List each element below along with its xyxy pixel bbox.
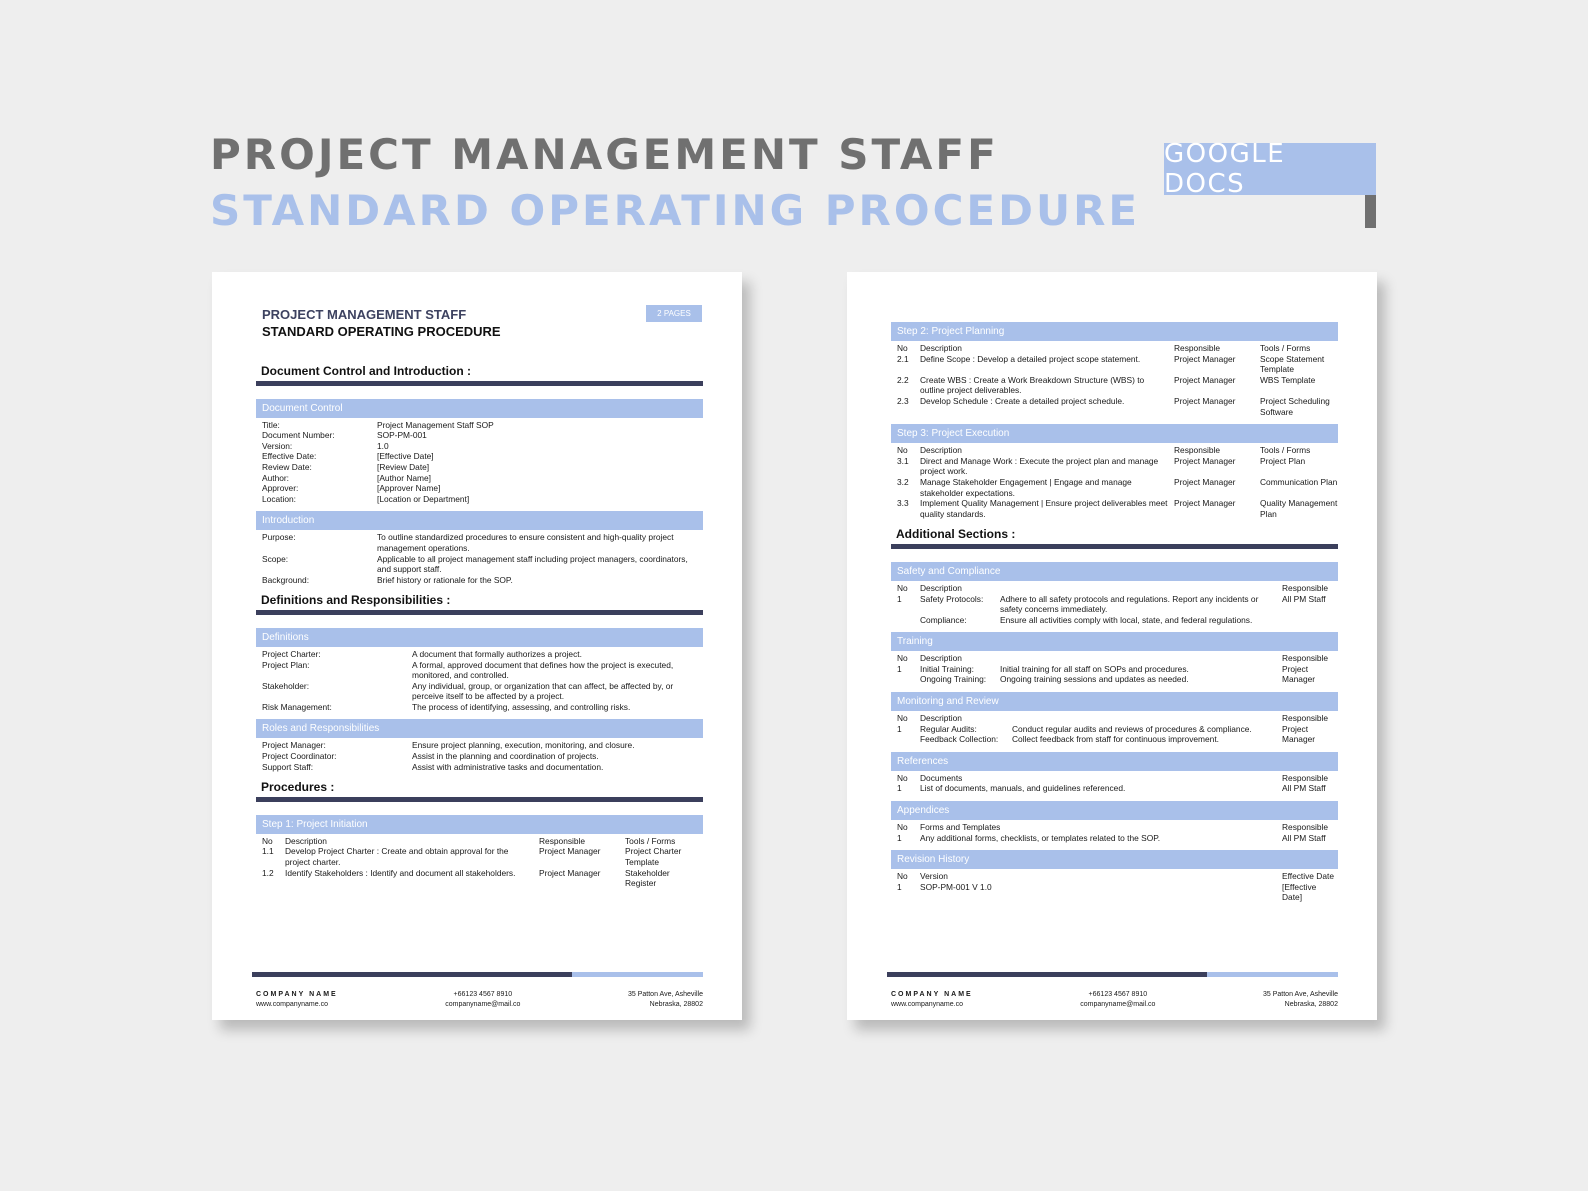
- info-value: Project Management Staff SOP: [377, 419, 494, 430]
- table-row: [891, 615, 1338, 626]
- page2-content: [891, 322, 1338, 910]
- info-label: Project Manager:: [262, 740, 326, 751]
- table-row: [891, 354, 1338, 375]
- company-address-line1: 35 Patton Ave, Asheville: [628, 991, 703, 998]
- block-title: Monitoring and Review: [891, 692, 1338, 711]
- info-label: Project Plan:: [262, 659, 310, 670]
- roles-block: [256, 719, 703, 772]
- col-description-header: Version: [920, 871, 948, 882]
- step-number: 1.1: [262, 846, 274, 857]
- step-responsible: Project Manager: [539, 846, 601, 857]
- col-responsible-header: Responsible: [1174, 445, 1221, 456]
- footer: [891, 990, 1338, 1010]
- info-value: To outline standardized procedures to ensure consistent and high-quality project management operations.: [377, 532, 674, 553]
- introduction-block: [256, 511, 703, 585]
- info-value: [Approver Name]: [377, 483, 441, 494]
- table-row: [891, 724, 1338, 735]
- company-address-line2: Nebraska, 28802: [1284, 1001, 1338, 1008]
- col-no-header: No: [897, 445, 908, 456]
- info-row: [256, 554, 703, 575]
- row-number: [897, 734, 920, 745]
- doc-title-line1: PROJECT MANAGEMENT STAFF: [262, 307, 467, 322]
- col-description-header: Description: [920, 343, 962, 353]
- row-label: Safety Protocols:: [920, 593, 984, 604]
- section-rule: [256, 381, 703, 386]
- block-title: Appendices: [891, 801, 1338, 820]
- table-header-row: [891, 445, 1338, 456]
- row-text: List of documents, manuals, and guidelines referenced.: [920, 783, 1126, 794]
- step-tools: Communication Plan: [1260, 476, 1338, 487]
- col-tools-header: Tools / Forms: [1260, 343, 1311, 353]
- info-value: SOP-PM-001: [377, 430, 427, 441]
- info-value: A document that formally authorizes a project.: [412, 648, 582, 659]
- row-number: 1: [897, 593, 902, 604]
- table-header-row: [891, 773, 1338, 784]
- info-label: Project Coordinator:: [262, 751, 337, 762]
- col-no-header: No: [897, 871, 908, 882]
- info-row: [256, 575, 703, 586]
- header-title-line2: STANDARD OPERATING PROCEDURE: [210, 186, 1141, 235]
- table-header-row: [891, 343, 1338, 354]
- row-text: Conduct regular audits and reviews of procedures & compliance.: [1012, 723, 1252, 734]
- table-row: [891, 882, 1338, 903]
- info-label: Effective Date:: [262, 451, 317, 462]
- company-website: www.companyname.co: [891, 1001, 963, 1008]
- info-row: [256, 441, 703, 452]
- appendices-block: [891, 801, 1338, 843]
- info-label: Title:: [262, 419, 280, 430]
- info-value: [Author Name]: [377, 472, 431, 483]
- doc-title-line2: STANDARD OPERATING PROCEDURE: [262, 324, 501, 339]
- col-no-header: No: [897, 582, 908, 593]
- document-page-1: [212, 272, 742, 1020]
- info-row: [256, 494, 703, 505]
- info-label: Review Date:: [262, 461, 312, 472]
- table-header-row: [891, 871, 1338, 882]
- company-phone: +66123 4567 8910: [1088, 991, 1148, 998]
- col-responsible-header: Responsible: [1282, 713, 1329, 724]
- table-row: [256, 868, 703, 889]
- info-row: [256, 462, 703, 473]
- info-label: Approver:: [262, 483, 299, 494]
- section-rule: [256, 610, 703, 615]
- references-block: [891, 752, 1338, 794]
- info-label: Document Number:: [262, 430, 335, 441]
- row-label: Compliance:: [920, 614, 967, 625]
- step3-block: [891, 424, 1338, 519]
- info-row: [256, 451, 703, 462]
- company-email: companyname@mail.co: [445, 1001, 521, 1008]
- page1-content: [256, 366, 703, 896]
- step-number: 2.2: [897, 374, 909, 385]
- row-label: Feedback Collection:: [920, 734, 999, 745]
- footer: [256, 990, 703, 1010]
- info-label: Version:: [262, 440, 293, 451]
- info-label: Support Staff:: [262, 761, 314, 772]
- col-description-header: Description: [920, 582, 962, 593]
- row-text: Ensure all activities comply with local, state, and federal regulations.: [1000, 614, 1253, 625]
- row-text: SOP-PM-001 V 1.0: [920, 881, 992, 892]
- info-row: [256, 649, 703, 660]
- col-responsible-header: Responsible: [1282, 653, 1329, 664]
- row-number: 1: [897, 783, 902, 794]
- row-responsible: All PM Staff: [1282, 832, 1326, 843]
- row-responsible: [Effective Date]: [1282, 881, 1317, 903]
- company-website: www.companyname.co: [256, 1001, 328, 1008]
- step-number: 3.3: [897, 498, 909, 509]
- block-title: Step 2: Project Planning: [891, 322, 1338, 341]
- step-responsible: Project Manager: [1174, 353, 1236, 364]
- col-description-header: Description: [920, 653, 962, 664]
- monitoring-block: [891, 692, 1338, 745]
- definitions-block: [256, 628, 703, 713]
- step-number: 1.2: [262, 867, 274, 878]
- step1-block: [256, 815, 703, 889]
- row-responsible: Project: [1282, 663, 1309, 674]
- step-responsible: Project Manager: [539, 867, 601, 878]
- row-responsible: All PM Staff: [1282, 593, 1326, 604]
- col-no-header: No: [897, 653, 908, 664]
- block-title: Document Control: [256, 399, 703, 418]
- training-block: [891, 632, 1338, 685]
- col-no-header: No: [897, 772, 908, 783]
- col-description-header: Description: [920, 713, 962, 724]
- info-label: Location:: [262, 493, 296, 504]
- step-description: Define Scope : Develop a detailed project scope statement.: [920, 353, 1141, 364]
- table-header-row: [891, 822, 1338, 833]
- info-value: The process of identifying, assessing, and controlling risks.: [412, 701, 631, 712]
- row-text: Ongoing training sessions and updates as needed.: [1000, 674, 1189, 685]
- info-label: Stakeholder:: [262, 680, 310, 691]
- info-row: [256, 430, 703, 441]
- info-row: [256, 483, 703, 494]
- block-title: Definitions: [256, 628, 703, 647]
- table-row: [891, 594, 1338, 615]
- info-value: 1.0: [377, 440, 389, 451]
- info-row: [256, 702, 703, 713]
- info-value: Brief history or rationale for the SOP.: [377, 574, 513, 585]
- info-value: [Location or Department]: [377, 493, 470, 504]
- row-number: [897, 615, 920, 626]
- info-label: Author:: [262, 472, 290, 483]
- info-value: Ensure project planning, execution, monitoring, and closure.: [412, 740, 635, 751]
- table-header-row: [891, 583, 1338, 594]
- info-row: [256, 532, 703, 553]
- step-responsible: Project Manager: [1174, 498, 1236, 509]
- table-row: [891, 498, 1338, 519]
- table-header-row: [891, 653, 1338, 664]
- col-no-header: No: [897, 822, 908, 833]
- section-rule: [891, 544, 1338, 549]
- table-row: [256, 846, 703, 867]
- doc-title: [262, 306, 501, 340]
- row-responsible: Manager: [1282, 674, 1316, 685]
- block-title: Step 3: Project Execution: [891, 424, 1338, 443]
- badge-tab: [1365, 195, 1376, 228]
- table-row: [891, 456, 1338, 477]
- company-address-line2: Nebraska, 28802: [649, 1001, 703, 1008]
- google-docs-badge: GOOGLE DOCS: [1164, 143, 1376, 195]
- step-description: Direct and Manage Work : Execute the project plan and manage project work.: [920, 455, 1159, 477]
- table-row: [891, 783, 1338, 794]
- block-title: Training: [891, 632, 1338, 651]
- step-description: Create WBS : Create a Work Breakdown Structure (WBS) to outline project deliverables.: [920, 374, 1145, 396]
- row-text: Any additional forms, checklists, or templates related to the SOP.: [920, 832, 1161, 843]
- info-row: [256, 660, 703, 681]
- step-tools: Project Plan: [1260, 455, 1306, 466]
- step-responsible: Project Manager: [1174, 395, 1236, 406]
- block-title: Safety and Compliance: [891, 562, 1338, 581]
- row-number: 1: [897, 881, 902, 892]
- block-title: Introduction: [256, 511, 703, 530]
- block-title: Revision History: [891, 850, 1338, 869]
- step-description: Manage Stakeholder Engagement | Engage and manage stakeholder expectations.: [920, 476, 1132, 498]
- info-value: Applicable to all project management staff including project managers, coordinators, and support staff.: [377, 553, 688, 575]
- info-value: Any individual, group, or organization that can affect, be affected by, or perceive itself to be affected by a project.: [412, 680, 674, 702]
- col-description-header: Documents: [920, 772, 963, 783]
- col-description-header: Description: [285, 835, 327, 846]
- header-title-line1: PROJECT MANAGEMENT STAFF: [210, 130, 999, 179]
- block-title: Roles and Responsibilities: [256, 719, 703, 738]
- step-responsible: Project Manager: [1174, 455, 1236, 466]
- info-value: Assist in the planning and coordination of projects.: [412, 751, 599, 762]
- col-no-header: No: [262, 835, 273, 846]
- row-responsible: Manager: [1282, 734, 1316, 745]
- info-value: [Effective Date]: [377, 451, 434, 462]
- col-tools-header: Tools / Forms: [1260, 445, 1311, 456]
- table-row: [891, 664, 1338, 675]
- step-tools: Quality Management Plan: [1260, 498, 1338, 519]
- row-text: Adhere to all safety protocols and regulations. Report any incidents or safety concerns immediately.: [1000, 593, 1259, 615]
- revision-block: [891, 850, 1338, 903]
- row-number: 1: [897, 723, 902, 734]
- info-value: Assist with administrative tasks and documentation.: [412, 761, 604, 772]
- block-title: References: [891, 752, 1338, 771]
- footer-bars: [887, 972, 1338, 977]
- row-responsible: [1282, 615, 1338, 626]
- col-responsible-header: Responsible: [1282, 582, 1329, 593]
- row-label: Regular Audits:: [920, 723, 977, 734]
- col-no-header: No: [897, 343, 908, 353]
- section-heading: Definitions and Responsibilities :: [261, 593, 451, 608]
- col-responsible-header: Responsible: [1282, 822, 1329, 833]
- row-responsible: All PM Staff: [1282, 783, 1326, 794]
- step-number: 2.3: [897, 395, 909, 406]
- row-responsible: Project: [1282, 723, 1309, 734]
- company-phone: +66123 4567 8910: [453, 991, 513, 998]
- step-description: Develop Project Charter : Create and obtain approval for the project charter.: [285, 846, 509, 868]
- info-row: [256, 681, 703, 702]
- info-label: Project Charter:: [262, 648, 321, 659]
- row-number: 1: [897, 663, 902, 674]
- row-text: Collect feedback from staff for continuous improvement.: [1012, 734, 1219, 745]
- company-address-line1: 35 Patton Ave, Asheville: [1263, 991, 1338, 998]
- section-heading: Additional Sections :: [896, 527, 1016, 542]
- step-description: Identify Stakeholders : Identify and document all stakeholders.: [285, 867, 516, 878]
- step-responsible: Project Manager: [1174, 476, 1236, 487]
- pages-badge: 2 PAGES: [646, 305, 702, 322]
- row-number: [897, 674, 920, 685]
- col-description-header: Forms and Templates: [920, 822, 1001, 833]
- info-label: Purpose:: [262, 532, 296, 543]
- company-email: companyname@mail.co: [1080, 1001, 1156, 1008]
- step-number: 3.1: [897, 455, 909, 466]
- info-row: [256, 473, 703, 484]
- col-responsible-header: Effective Date: [1282, 871, 1334, 882]
- row-label: Initial Training:: [920, 663, 974, 674]
- table-row: [891, 674, 1338, 685]
- footer-bars: [252, 972, 703, 977]
- table-row: [891, 477, 1338, 498]
- info-label: Scope:: [262, 553, 289, 564]
- col-responsible-header: Responsible: [1282, 772, 1329, 783]
- step-responsible: Project Manager: [1174, 374, 1236, 385]
- step-tools: Scope Statement Template: [1260, 353, 1325, 375]
- info-row: [256, 740, 703, 751]
- company-name: COMPANY NAME: [891, 991, 973, 998]
- section-heading: Document Control and Introduction :: [261, 364, 471, 378]
- info-row: [256, 762, 703, 773]
- document-page-2: [847, 272, 1377, 1020]
- info-row: [256, 420, 703, 431]
- info-value: [Review Date]: [377, 461, 430, 472]
- row-number: 1: [897, 832, 902, 843]
- step-number: 3.2: [897, 476, 909, 487]
- step-tools: Project Charter Template: [625, 846, 682, 868]
- info-row: [256, 751, 703, 762]
- step-number: 2.1: [897, 353, 909, 364]
- row-label: Ongoing Training:: [920, 674, 987, 685]
- step2-block: [891, 322, 1338, 417]
- table-row: [891, 833, 1338, 844]
- step-tools: WBS Template: [1260, 374, 1316, 385]
- step-tools: Stakeholder Register: [625, 867, 670, 889]
- company-name: COMPANY NAME: [256, 991, 338, 998]
- col-description-header: Description: [920, 445, 962, 456]
- table-row: [891, 375, 1338, 396]
- step-tools: Project Scheduling Software: [1260, 395, 1330, 417]
- table-header-row: [891, 713, 1338, 724]
- col-tools-header: Tools / Forms: [625, 835, 676, 846]
- block-title: Step 1: Project Initiation: [256, 815, 703, 834]
- row-text: Initial training for all staff on SOPs and procedures.: [1000, 663, 1189, 674]
- col-responsible-header: Responsible: [539, 835, 586, 846]
- table-row: [891, 734, 1338, 745]
- step-description: Implement Quality Management | Ensure project deliverables meet quality standards.: [920, 498, 1168, 519]
- table-row: [891, 396, 1338, 417]
- info-label: Background:: [262, 574, 310, 585]
- col-no-header: No: [897, 713, 908, 724]
- document-control-block: [256, 399, 703, 505]
- info-label: Risk Management:: [262, 701, 332, 712]
- section-heading: Procedures :: [261, 780, 335, 795]
- safety-block: [891, 562, 1338, 625]
- info-value: A formal, approved document that defines how the project is executed, monitored, and controlled.: [412, 659, 674, 681]
- step-description: Develop Schedule : Create a detailed project schedule.: [920, 395, 1125, 406]
- section-rule: [256, 797, 703, 802]
- col-responsible-header: Responsible: [1174, 343, 1221, 353]
- table-header-row: [256, 836, 703, 847]
